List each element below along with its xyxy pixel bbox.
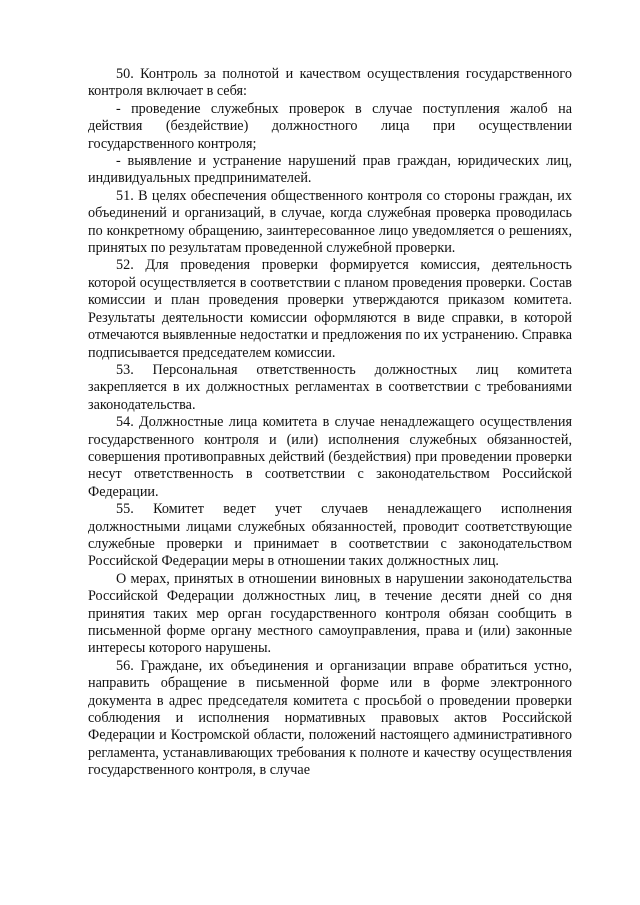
paragraph-52: 52. Для проведения проверки формируется комиссия, деятельность которой осуществляется в соответствии с планом проведения проверки. Состав комиссии и план проведения проверки утверждаются приказом комитета. Результаты деятельности комиссии оформляются в виде справки, в которой отмечаются выявленные недостатки и предложения по их устранению. Справка подписывается председателем комиссии. [88, 257, 572, 361]
paragraph-55: 55. Комитет ведет учет случаев ненадлежащего исполнения должностными лицами служебных обязанностей, проводит соответствующие служебные проверки и принимает в соответствии с законодательством Российской Федерации меры в отношении таких должностных лиц. [88, 501, 572, 570]
paragraph-55-measures: О мерах, принятых в отношении виновных в нарушении законодательства Российской Федерации должностных лиц, в течение десяти дней со дня принятия таких мер орган государственного контроля обязан сообщить в письменной форме органу местного самоуправления, права и (или) законные интересы которого нарушены. [88, 570, 572, 657]
document-page [88, 66, 572, 780]
paragraph-50-item-1: - проведение служебных проверок в случае поступления жалоб на действия (бездействие) должностного лица при осуществлении государственного контроля; [88, 100, 572, 152]
paragraph-54: 54. Должностные лица комитета в случае ненадлежащего осуществления государственного контроля и (или) исполнения служебных обязанностей, совершения противоправных действий (бездействия) при проведении проверки несут ответственность в соответствии с законодательством Российской Федерации. [88, 414, 572, 500]
paragraph-50: 50. Контроль за полнотой и качеством осуществления государственного контроля включает в себя: [88, 66, 572, 100]
paragraph-50-item-2: - выявление и устранение нарушений прав граждан, юридических лиц, индивидуальных предпринимателей. [88, 153, 572, 187]
paragraph-53: 53. Персональная ответственность должностных лиц комитета закрепляется в их должностных регламентах в соответствии с требованиями законодательства. [88, 361, 572, 413]
paragraph-51: 51. В целях обеспечения общественного контроля со стороны граждан, их объединений и организаций, в случае, когда служебная проверка проводилась по конкретному обращению, заинтересованное лицо уведомляется о решениях, принятых по результатам проведенной служебной проверки. [88, 187, 572, 257]
paragraph-56: 56. Граждане, их объединения и организации вправе обратиться устно, направить обращение в письменной форме или в форме электронного документа в адрес председателя комитета с просьбой о проведении проверки соблюдения и исполнения нормативных правовых актов Российской Федерации и Костромской области, положений настоящего административного регламента, устанавливающих требования к полноте и качеству осуществления государственного контроля, в случае [88, 657, 572, 779]
